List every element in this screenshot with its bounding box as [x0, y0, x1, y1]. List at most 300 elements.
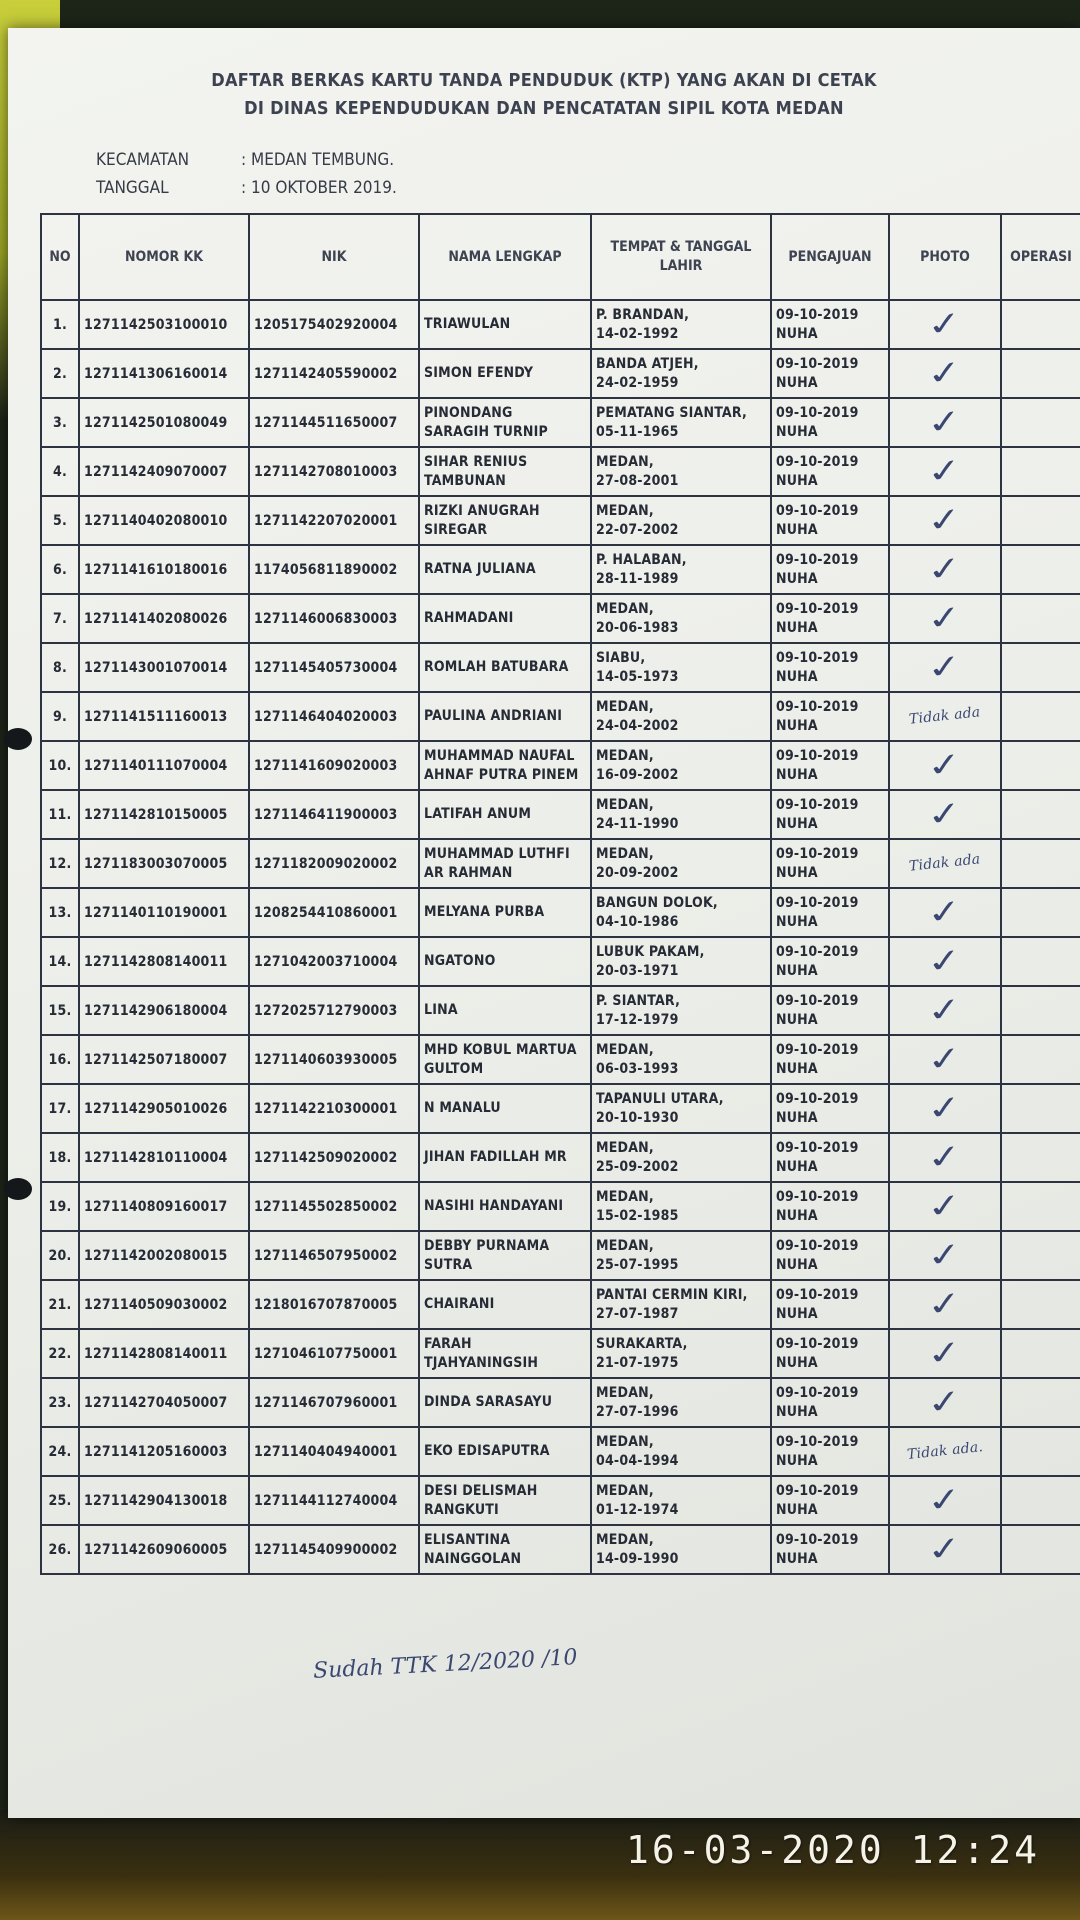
operasi-cell — [1001, 1084, 1080, 1133]
header-pengajuan: PENGAJUAN — [771, 214, 889, 300]
tempat-tanggal-lahir-cell — [591, 1084, 771, 1133]
nama-lengkap-cell-line-1: DEBBY PURNAMA — [424, 1237, 550, 1254]
tempat-tanggal-lahir-cell-line-1: MEDAN, — [596, 1384, 654, 1401]
nama-lengkap-cell-line-1: LINA — [424, 1002, 458, 1018]
nomor-kk-cell: 1271142704050007 — [79, 1378, 249, 1427]
operasi-cell — [1001, 1476, 1080, 1525]
table-row — [41, 741, 1080, 790]
operasi-cell — [1001, 888, 1080, 937]
tempat-tanggal-lahir-cell-line-2: 25-07-1995 — [596, 1256, 679, 1273]
nik-cell: 1271042003710004 — [249, 937, 419, 986]
nik-cell: 1271142405590002 — [249, 349, 419, 398]
pengajuan-cell-line-1: 09-10-2019 — [776, 698, 859, 715]
operasi-cell — [1001, 986, 1080, 1035]
checkmark-icon: ✓ — [924, 745, 966, 786]
tempat-tanggal-lahir-cell — [591, 937, 771, 986]
pengajuan-cell-line-1: 09-10-2019 — [776, 796, 859, 813]
table-row — [41, 496, 1080, 545]
tempat-tanggal-lahir-cell-line-1: SIABU, — [596, 649, 646, 666]
photo-cell — [889, 1329, 1001, 1378]
pengajuan-cell-line-2: NUHA — [776, 374, 818, 391]
checkmark-icon: ✓ — [924, 304, 966, 345]
row-number: 23. — [41, 1378, 79, 1427]
tempat-tanggal-lahir-cell-line-2: 22-07-2002 — [596, 521, 679, 538]
nomor-kk-cell: 1271142808140011 — [79, 937, 249, 986]
operasi-cell — [1001, 1182, 1080, 1231]
checkmark-icon: ✓ — [924, 1039, 966, 1080]
nomor-kk-cell: 1271142905010026 — [79, 1084, 249, 1133]
nomor-kk-cell: 1271142002080015 — [79, 1231, 249, 1280]
table-row — [41, 1133, 1080, 1182]
tempat-tanggal-lahir-cell — [591, 741, 771, 790]
table-row — [41, 545, 1080, 594]
nama-lengkap-cell-line-1: DESI DELISMAH — [424, 1482, 538, 1499]
photo-note: Tidak ada — [908, 704, 982, 728]
nama-lengkap-cell-line-1: TRIAWULAN — [424, 316, 511, 332]
nama-lengkap-cell — [419, 1231, 591, 1280]
pengajuan-cell-line-2: NUHA — [776, 815, 818, 832]
nomor-kk-cell: 1271142906180004 — [79, 986, 249, 1035]
tempat-tanggal-lahir-cell — [591, 1378, 771, 1427]
nama-lengkap-cell-line-1: MUHAMMAD LUTHFI — [424, 845, 570, 862]
pengajuan-cell-line-1: 09-10-2019 — [776, 992, 859, 1009]
tempat-tanggal-lahir-cell-line-2: 14-09-1990 — [596, 1550, 679, 1567]
nama-lengkap-cell-line-1: PAULINA ANDRIANI — [424, 708, 563, 724]
nik-cell: 1271144112740004 — [249, 1476, 419, 1525]
tempat-tanggal-lahir-cell-line-1: MEDAN, — [596, 1041, 654, 1058]
pengajuan-cell-line-1: 09-10-2019 — [776, 649, 859, 666]
nama-lengkap-cell-line-2: AHNAF PUTRA PINEM — [424, 766, 579, 783]
nama-lengkap-cell-line-1: PINONDANG — [424, 404, 513, 421]
nama-lengkap-cell — [419, 1329, 591, 1378]
pengajuan-cell — [771, 790, 889, 839]
nama-lengkap-cell-line-2: AR RAHMAN — [424, 864, 513, 881]
header-nik: NIK — [249, 214, 419, 300]
operasi-cell — [1001, 1378, 1080, 1427]
pengajuan-cell-line-2: NUHA — [776, 1158, 818, 1175]
row-number: 25. — [41, 1476, 79, 1525]
tempat-tanggal-lahir-cell — [591, 986, 771, 1035]
pengajuan-cell — [771, 741, 889, 790]
nama-lengkap-cell-line-1: LATIFAH ANUM — [424, 806, 532, 822]
nama-lengkap-cell-line-1: MHD KOBUL MARTUA — [424, 1041, 577, 1058]
tempat-tanggal-lahir-cell-line-1: MEDAN, — [596, 796, 654, 813]
table-row — [41, 594, 1080, 643]
operasi-cell — [1001, 349, 1080, 398]
pengajuan-cell-line-2: NUHA — [776, 1550, 818, 1567]
nama-lengkap-cell-line-2: TJAHYANINGSIH — [424, 1354, 539, 1371]
pengajuan-cell — [771, 496, 889, 545]
checkmark-icon: ✓ — [924, 1137, 966, 1178]
tempat-tanggal-lahir-cell-line-2: 27-07-1987 — [596, 1305, 679, 1322]
nama-lengkap-cell — [419, 1427, 591, 1476]
table-row — [41, 349, 1080, 398]
pengajuan-cell-line-1: 09-10-2019 — [776, 1286, 859, 1303]
pengajuan-cell-line-2: NUHA — [776, 1011, 818, 1028]
checkmark-icon: ✓ — [924, 1529, 966, 1570]
pengajuan-cell — [771, 1084, 889, 1133]
nama-lengkap-cell-line-1: FARAH — [424, 1335, 472, 1352]
header-photo: PHOTO — [889, 214, 1001, 300]
tempat-tanggal-lahir-cell-line-1: MEDAN, — [596, 1433, 654, 1450]
table-row — [41, 986, 1080, 1035]
tempat-tanggal-lahir-cell-line-2: 27-07-1996 — [596, 1403, 679, 1420]
pengajuan-cell — [771, 1231, 889, 1280]
operasi-cell — [1001, 1427, 1080, 1476]
row-number: 11. — [41, 790, 79, 839]
pengajuan-cell-line-2: NUHA — [776, 668, 818, 685]
pengajuan-cell-line-1: 09-10-2019 — [776, 1531, 859, 1548]
punch-hole — [4, 1178, 32, 1200]
tempat-tanggal-lahir-cell-line-1: BANDA ATJEH, — [596, 355, 699, 372]
tempat-tanggal-lahir-cell-line-1: MEDAN, — [596, 502, 654, 519]
photo-note: Tidak ada. — [906, 1439, 984, 1463]
nik-cell: 1272025712790003 — [249, 986, 419, 1035]
tempat-tanggal-lahir-cell-line-1: MEDAN, — [596, 1531, 654, 1548]
photo-cell — [889, 1427, 1001, 1476]
table-row — [41, 1280, 1080, 1329]
pengajuan-cell-line-2: NUHA — [776, 521, 818, 538]
nomor-kk-cell: 1271141205160003 — [79, 1427, 249, 1476]
photo-cell — [889, 986, 1001, 1035]
checkmark-icon: ✓ — [924, 1333, 966, 1374]
tempat-tanggal-lahir-cell-line-1: MEDAN, — [596, 1139, 654, 1156]
nik-cell: 1271142708010003 — [249, 447, 419, 496]
pengajuan-cell — [771, 398, 889, 447]
checkmark-icon: ✓ — [924, 892, 966, 933]
operasi-cell — [1001, 692, 1080, 741]
pengajuan-cell-line-2: NUHA — [776, 1109, 818, 1126]
operasi-cell — [1001, 1231, 1080, 1280]
nama-lengkap-cell — [419, 888, 591, 937]
row-number: 18. — [41, 1133, 79, 1182]
pengajuan-cell — [771, 1133, 889, 1182]
pengajuan-cell — [771, 300, 889, 349]
nomor-kk-cell: 1271140809160017 — [79, 1182, 249, 1231]
tempat-tanggal-lahir-cell-line-1: MEDAN, — [596, 845, 654, 862]
nama-lengkap-cell-line-2: SARAGIH TURNIP — [424, 423, 548, 440]
table-row — [41, 839, 1080, 888]
pengajuan-cell-line-2: NUHA — [776, 325, 818, 342]
nama-lengkap-cell-line-1: NASIHI HANDAYANI — [424, 1198, 564, 1214]
tempat-tanggal-lahir-cell — [591, 1035, 771, 1084]
nama-lengkap-cell — [419, 398, 591, 447]
row-number: 6. — [41, 545, 79, 594]
photo-cell — [889, 1133, 1001, 1182]
nama-lengkap-cell-line-1: DINDA SARASAYU — [424, 1394, 553, 1410]
nama-lengkap-cell-line-2: RANGKUTI — [424, 1501, 499, 1518]
pengajuan-cell-line-1: 09-10-2019 — [776, 1433, 859, 1450]
photo-cell — [889, 1182, 1001, 1231]
pengajuan-cell — [771, 937, 889, 986]
tempat-tanggal-lahir-cell-line-2: 27-08-2001 — [596, 472, 679, 489]
nik-cell: 1271146006830003 — [249, 594, 419, 643]
nama-lengkap-cell — [419, 790, 591, 839]
photo-cell — [889, 937, 1001, 986]
nik-cell: 1271145502850002 — [249, 1182, 419, 1231]
nomor-kk-cell: 1271140402080010 — [79, 496, 249, 545]
nama-lengkap-cell — [419, 1378, 591, 1427]
nomor-kk-cell: 1271140111070004 — [79, 741, 249, 790]
operasi-cell — [1001, 398, 1080, 447]
tempat-tanggal-lahir-cell — [591, 349, 771, 398]
kecamatan-row — [96, 150, 394, 170]
photo-cell — [889, 888, 1001, 937]
tempat-tanggal-lahir-cell — [591, 398, 771, 447]
nomor-kk-cell: 1271142904130018 — [79, 1476, 249, 1525]
nik-cell: 1271145409900002 — [249, 1525, 419, 1574]
photo-cell — [889, 790, 1001, 839]
row-number: 5. — [41, 496, 79, 545]
nama-lengkap-cell — [419, 349, 591, 398]
tempat-tanggal-lahir-cell-line-2: 01-12-1974 — [596, 1501, 679, 1518]
tempat-tanggal-lahir-cell-line-2: 17-12-1979 — [596, 1011, 679, 1028]
operasi-cell — [1001, 741, 1080, 790]
tempat-tanggal-lahir-cell-line-1: MEDAN, — [596, 698, 654, 715]
header-operasi: OPERASI — [1001, 214, 1080, 300]
table-row — [41, 1182, 1080, 1231]
table-row — [41, 937, 1080, 986]
tempat-tanggal-lahir-cell-line-2: 04-04-1994 — [596, 1452, 679, 1469]
pengajuan-cell — [771, 1329, 889, 1378]
photo-timestamp: 16-03-2020 12:24 — [625, 1828, 1040, 1872]
nama-lengkap-cell-line-1: RIZKI ANUGRAH — [424, 502, 540, 519]
tempat-tanggal-lahir-cell-line-1: MEDAN, — [596, 747, 654, 764]
pengajuan-cell-line-1: 09-10-2019 — [776, 943, 859, 960]
checkmark-icon: ✓ — [924, 549, 966, 590]
nomor-kk-cell: 1271142810110004 — [79, 1133, 249, 1182]
pengajuan-cell-line-2: NUHA — [776, 962, 818, 979]
nomor-kk-cell: 1271140110190001 — [79, 888, 249, 937]
tempat-tanggal-lahir-cell-line-1: BANGUN DOLOK, — [596, 894, 718, 911]
row-number: 26. — [41, 1525, 79, 1574]
photo-cell — [889, 692, 1001, 741]
pengajuan-cell — [771, 1378, 889, 1427]
pengajuan-cell — [771, 1035, 889, 1084]
row-number: 12. — [41, 839, 79, 888]
nik-cell: 1271140603930005 — [249, 1035, 419, 1084]
checkmark-icon: ✓ — [924, 1235, 966, 1276]
operasi-cell — [1001, 1133, 1080, 1182]
checkmark-icon: ✓ — [924, 1284, 966, 1325]
tempat-tanggal-lahir-cell — [591, 888, 771, 937]
nomor-kk-cell: 1271183003070005 — [79, 839, 249, 888]
nama-lengkap-cell — [419, 1476, 591, 1525]
nama-lengkap-cell-line-2: TAMBUNAN — [424, 472, 507, 489]
pengajuan-cell — [771, 1182, 889, 1231]
checkmark-icon: ✓ — [924, 451, 966, 492]
tempat-tanggal-lahir-cell — [591, 594, 771, 643]
nama-lengkap-cell — [419, 1280, 591, 1329]
nama-lengkap-cell-line-1: N MANALU — [424, 1100, 501, 1116]
pengajuan-cell-line-2: NUHA — [776, 1305, 818, 1322]
tempat-tanggal-lahir-cell-line-2: 24-11-1990 — [596, 815, 679, 832]
nik-cell: 1271146404020003 — [249, 692, 419, 741]
nama-lengkap-cell — [419, 1035, 591, 1084]
pengajuan-cell-line-1: 09-10-2019 — [776, 1139, 859, 1156]
checkmark-icon: ✓ — [924, 794, 966, 835]
tempat-tanggal-lahir-cell — [591, 1329, 771, 1378]
tempat-tanggal-lahir-cell — [591, 300, 771, 349]
nama-lengkap-cell — [419, 986, 591, 1035]
nomor-kk-cell: 1271143001070014 — [79, 643, 249, 692]
pengajuan-cell-line-2: NUHA — [776, 619, 818, 636]
header-nomor-kk: NOMOR KK — [79, 214, 249, 300]
photo-cell — [889, 1378, 1001, 1427]
pengajuan-cell — [771, 594, 889, 643]
row-number: 2. — [41, 349, 79, 398]
table-row — [41, 1329, 1080, 1378]
table-row — [41, 398, 1080, 447]
tempat-tanggal-lahir-cell-line-2: 14-02-1992 — [596, 325, 679, 342]
photo-cell — [889, 300, 1001, 349]
tempat-tanggal-lahir-cell-line-1: PANTAI CERMIN KIRI, — [596, 1286, 748, 1303]
checkmark-icon: ✓ — [924, 1480, 966, 1521]
row-number: 16. — [41, 1035, 79, 1084]
nik-cell: 1271144511650007 — [249, 398, 419, 447]
photo-cell — [889, 594, 1001, 643]
pengajuan-cell-line-2: NUHA — [776, 1403, 818, 1420]
pengajuan-cell-line-1: 09-10-2019 — [776, 1090, 859, 1107]
pengajuan-cell — [771, 1525, 889, 1574]
nomor-kk-cell: 1271142808140011 — [79, 1329, 249, 1378]
row-number: 10. — [41, 741, 79, 790]
nama-lengkap-cell — [419, 1133, 591, 1182]
nik-cell: 1271146507950002 — [249, 1231, 419, 1280]
kecamatan-label: KECAMATAN — [96, 150, 190, 170]
tempat-tanggal-lahir-cell-line-2: 05-11-1965 — [596, 423, 679, 440]
nomor-kk-cell: 1271141511160013 — [79, 692, 249, 741]
row-number: 4. — [41, 447, 79, 496]
pengajuan-cell-line-1: 09-10-2019 — [776, 1041, 859, 1058]
kecamatan-value: : MEDAN TEMBUNG. — [241, 150, 395, 170]
nomor-kk-cell: 1271142507180007 — [79, 1035, 249, 1084]
tempat-tanggal-lahir-cell-line-2: 04-10-1986 — [596, 913, 679, 930]
tempat-tanggal-lahir-cell-line-2: 06-03-1993 — [596, 1060, 679, 1077]
nama-lengkap-cell-line-1: CHAIRANI — [424, 1296, 495, 1312]
pengajuan-cell — [771, 1280, 889, 1329]
pengajuan-cell-line-1: 09-10-2019 — [776, 1482, 859, 1499]
pengajuan-cell-line-2: NUHA — [776, 864, 818, 881]
photo-cell — [889, 1280, 1001, 1329]
photo-cell — [889, 643, 1001, 692]
tempat-tanggal-lahir-cell-line-2: 20-10-1930 — [596, 1109, 679, 1126]
checkmark-icon: ✓ — [924, 990, 966, 1031]
nik-cell: 1271142210300001 — [249, 1084, 419, 1133]
tempat-tanggal-lahir-cell-line-2: 24-04-2002 — [596, 717, 679, 734]
tempat-tanggal-lahir-cell — [591, 643, 771, 692]
operasi-cell — [1001, 839, 1080, 888]
checkmark-icon: ✓ — [924, 1382, 966, 1423]
tempat-tanggal-lahir-cell — [591, 1280, 771, 1329]
tempat-tanggal-lahir-cell-line-2: 24-02-1959 — [596, 374, 679, 391]
pengajuan-cell-line-1: 09-10-2019 — [776, 1384, 859, 1401]
tempat-tanggal-lahir-cell — [591, 1133, 771, 1182]
pengajuan-cell — [771, 888, 889, 937]
pengajuan-cell-line-2: NUHA — [776, 1060, 818, 1077]
table-row — [41, 300, 1080, 349]
tanggal-label: TANGGAL — [96, 178, 169, 198]
nik-cell: 1271146707960001 — [249, 1378, 419, 1427]
table-row — [41, 1231, 1080, 1280]
nama-lengkap-cell — [419, 496, 591, 545]
pengajuan-cell-line-1: 09-10-2019 — [776, 845, 859, 862]
row-number: 17. — [41, 1084, 79, 1133]
tempat-tanggal-lahir-cell — [591, 447, 771, 496]
tanggal-row — [96, 178, 397, 198]
photo-cell — [889, 1476, 1001, 1525]
checkmark-icon: ✓ — [924, 647, 966, 688]
nomor-kk-cell: 1271141402080026 — [79, 594, 249, 643]
pengajuan-cell-line-2: NUHA — [776, 717, 818, 734]
tempat-tanggal-lahir-cell-line-1: TAPANULI UTARA, — [596, 1090, 724, 1107]
nama-lengkap-cell — [419, 300, 591, 349]
pengajuan-cell-line-1: 09-10-2019 — [776, 600, 859, 617]
tempat-tanggal-lahir-cell-line-1: P. SIANTAR, — [596, 992, 681, 1009]
nik-cell: 1271142509020002 — [249, 1133, 419, 1182]
tempat-tanggal-lahir-cell-line-1: MEDAN, — [596, 600, 654, 617]
nama-lengkap-cell-line-1: ELISANTINA — [424, 1531, 511, 1548]
operasi-cell — [1001, 937, 1080, 986]
nik-cell: 1174056811890002 — [249, 545, 419, 594]
pengajuan-cell-line-2: NUHA — [776, 1452, 818, 1469]
nama-lengkap-cell-line-1: SIMON EFENDY — [424, 365, 534, 381]
operasi-cell — [1001, 447, 1080, 496]
operasi-cell — [1001, 790, 1080, 839]
photo-cell — [889, 1525, 1001, 1574]
nama-lengkap-cell — [419, 1182, 591, 1231]
pengajuan-cell-line-1: 09-10-2019 — [776, 404, 859, 421]
pengajuan-cell-line-2: NUHA — [776, 1501, 818, 1518]
tempat-tanggal-lahir-cell — [591, 1525, 771, 1574]
table-row — [41, 447, 1080, 496]
nama-lengkap-cell-line-1: MUHAMMAD NAUFAL — [424, 747, 575, 764]
pengajuan-cell-line-1: 09-10-2019 — [776, 1335, 859, 1352]
photo-cell — [889, 545, 1001, 594]
tempat-tanggal-lahir-cell-line-2: 15-02-1985 — [596, 1207, 679, 1224]
photo-cell — [889, 496, 1001, 545]
pengajuan-cell — [771, 1476, 889, 1525]
nik-cell: 1271140404940001 — [249, 1427, 419, 1476]
pengajuan-cell — [771, 643, 889, 692]
pengajuan-cell-line-2: NUHA — [776, 423, 818, 440]
pengajuan-cell — [771, 545, 889, 594]
table-row — [41, 1525, 1080, 1574]
document-sheet — [8, 28, 1080, 1818]
pengajuan-cell-line-1: 09-10-2019 — [776, 747, 859, 764]
table-row — [41, 790, 1080, 839]
checkmark-icon: ✓ — [924, 500, 966, 541]
row-number: 3. — [41, 398, 79, 447]
pengajuan-cell-line-2: NUHA — [776, 1207, 818, 1224]
pengajuan-cell — [771, 692, 889, 741]
nik-cell: 1205175402920004 — [249, 300, 419, 349]
pengajuan-cell-line-1: 09-10-2019 — [776, 502, 859, 519]
pengajuan-cell-line-2: NUHA — [776, 570, 818, 587]
table-row — [41, 643, 1080, 692]
pengajuan-cell — [771, 349, 889, 398]
nomor-kk-cell: 1271142501080049 — [79, 398, 249, 447]
pengajuan-cell-line-1: 09-10-2019 — [776, 894, 859, 911]
tempat-tanggal-lahir-cell-line-2: 20-06-1983 — [596, 619, 679, 636]
checkmark-icon: ✓ — [924, 1186, 966, 1227]
nama-lengkap-cell-line-2: SUTRA — [424, 1256, 473, 1273]
pengajuan-cell — [771, 1427, 889, 1476]
pengajuan-cell-line-2: NUHA — [776, 1354, 818, 1371]
nik-cell: 1218016707870005 — [249, 1280, 419, 1329]
photo-note: Tidak ada — [908, 851, 982, 875]
nik-cell: 1271146411900003 — [249, 790, 419, 839]
